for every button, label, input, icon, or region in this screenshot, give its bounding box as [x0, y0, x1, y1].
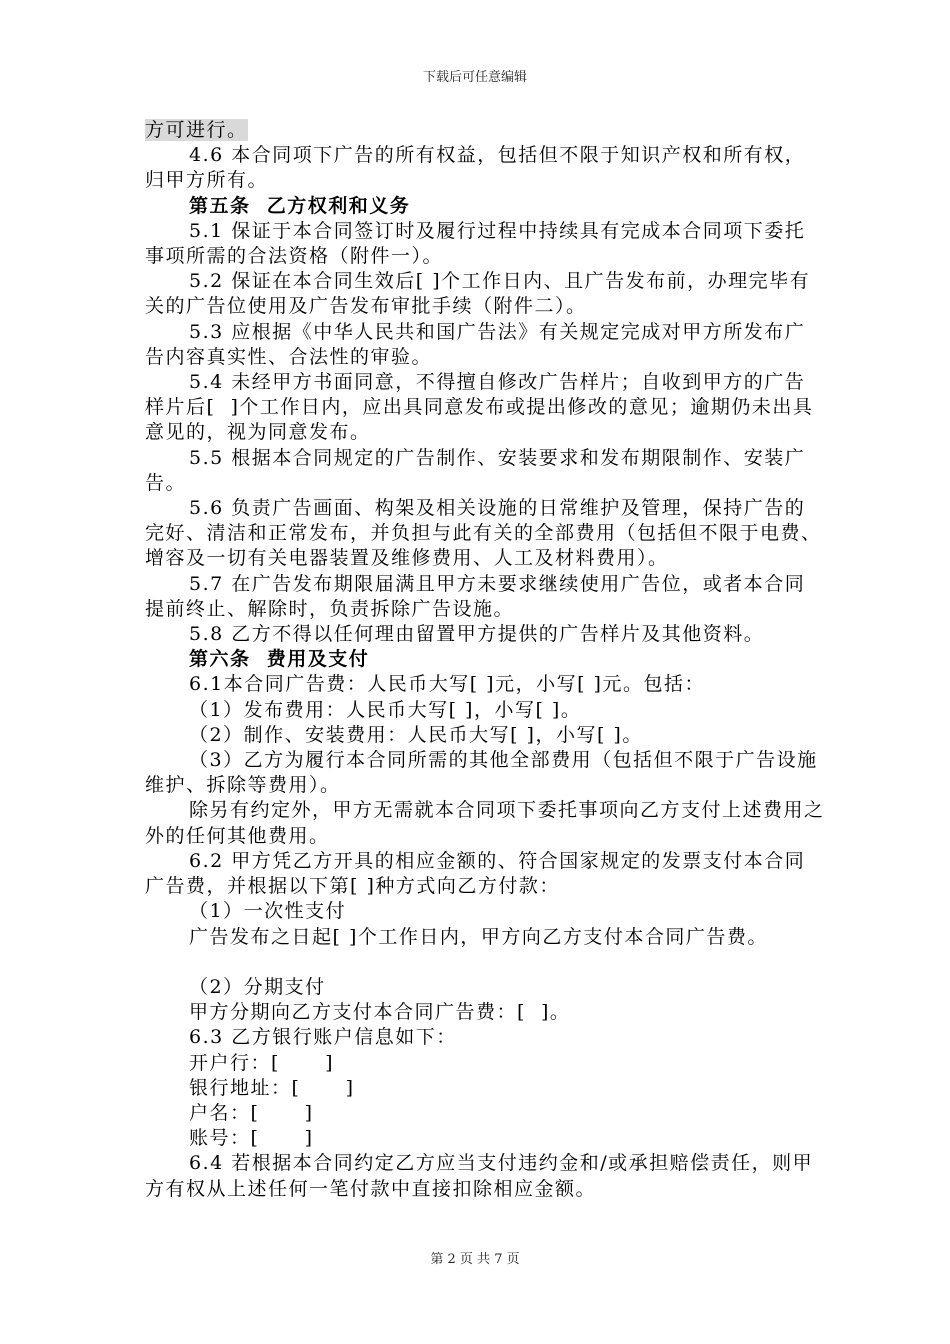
clause-6-2-option-1-detail: 广告发布之日起[ ]个工作日内，甲方向乙方支付本合同广告费。 [189, 925, 768, 948]
clause-5-3: 5.3 应根据《中华人民共和国广告法》有关规定完成对甲方所发布广告内容真实性、合法性的审验。 [145, 320, 806, 368]
clause-6-2-option-2: （2）分期支付 [189, 975, 326, 998]
clause-5-1: 5.1 保证于本合同签订时及履行过程中持续具有完成本合同项下委托事项所需的合法资格（附件一）。 [145, 219, 806, 268]
clause-5-6: 5.6 负责广告画面、构架及相关设施的日常维护及管理，保持广告的完好、清洁和正常发布，并负担与此有关的全部费用（包括但不限于电费、增容及一切有关电器装置及维修费用、人工及材料费用）。 [145, 497, 822, 570]
clause-5-7: 5.7 在广告发布期限届满且甲方未要求继续使用广告位，或者本合同提前终止、解除时，负责拆除广告设施。 [145, 572, 806, 620]
clause-6-1-note: 除另有约定外，甲方无需就本合同项下委托事项向乙方支付上述费用之外的任何其他费用。 [145, 799, 825, 847]
clause-6-3: 6.3 乙方银行账户信息如下： [189, 1026, 457, 1049]
clause-5-4: 5.4 未经甲方书面同意，不得擅自修改广告样片；自收到甲方的广告样片后[ ]个工作日内，应出具同意发布或提出修改的意见；逾期仍未出具意见的，视为同意发布。 [145, 371, 814, 444]
clause-6-2-option-1: （1）一次性支付 [189, 900, 347, 923]
clause-4-6: 4.6 本合同项下广告的所有权益，包括但不限于知识产权和所有权，归甲方所有。 [145, 144, 806, 192]
paragraph-continuation: 方可进行。 [145, 119, 248, 141]
clause-5-8: 5.8 乙方不得以任何理由留置甲方提供的广告样片及其他资料。 [189, 623, 765, 646]
bank-name-field: 开户行：[ ] [189, 1051, 335, 1074]
article-5-heading: 第五条 乙方权利和义务 [189, 194, 411, 217]
page-header: 下载后可任意编辑 [422, 70, 527, 85]
bank-address-field: 银行地址：[ ] [189, 1076, 355, 1099]
clause-6-4: 6.4 若根据本合同约定乙方应当支付违约金和/或承担赔偿责任，则甲方有权从上述任何一笔付款中直接扣除相应金额。 [145, 1152, 814, 1200]
blank-line [145, 950, 825, 975]
article-6-heading: 第六条 费用及支付 [189, 648, 370, 671]
clause-6-1-item-2: （2）制作、安装费用：人民币大写[ ]，小写[ ]。 [189, 723, 643, 746]
clause-6-2-option-2-detail: 甲方分期向乙方支付本合同广告费：[ ]。 [189, 1001, 571, 1024]
clause-5-2: 5.2 保证在本合同生效后[ ]个工作日内、且广告发布前，办理完毕有关的广告位使用及广告发布审批手续（附件二）。 [145, 270, 811, 318]
clause-6-1: 6.1本合同广告费：人民币大写[ ]元，小写[ ]元。包括： [189, 673, 705, 696]
account-name-field: 户名：[ ] [189, 1101, 314, 1124]
account-number-field: 账号：[ ] [189, 1127, 314, 1150]
clause-6-1-item-1: （1）发布费用：人民币大写[ ]，小写[ ]。 [189, 698, 582, 721]
clause-6-2: 6.2 甲方凭乙方开具的相应金额的、符合国家规定的发票支付本合同广告费，并根据以下第[ ]种方式向乙方付款： [145, 849, 806, 898]
clause-5-5: 5.5 根据本合同规定的广告制作、安装要求和发布期限制作、安装广告。 [145, 446, 806, 494]
clause-6-1-item-3: （3）乙方为履行本合同所需的其他全部费用（包括但不限于广告设施维护、拆除等费用）。 [145, 749, 818, 797]
document-body [145, 118, 825, 1202]
page-footer: 第 2 页 共 7 页 [430, 1252, 520, 1267]
